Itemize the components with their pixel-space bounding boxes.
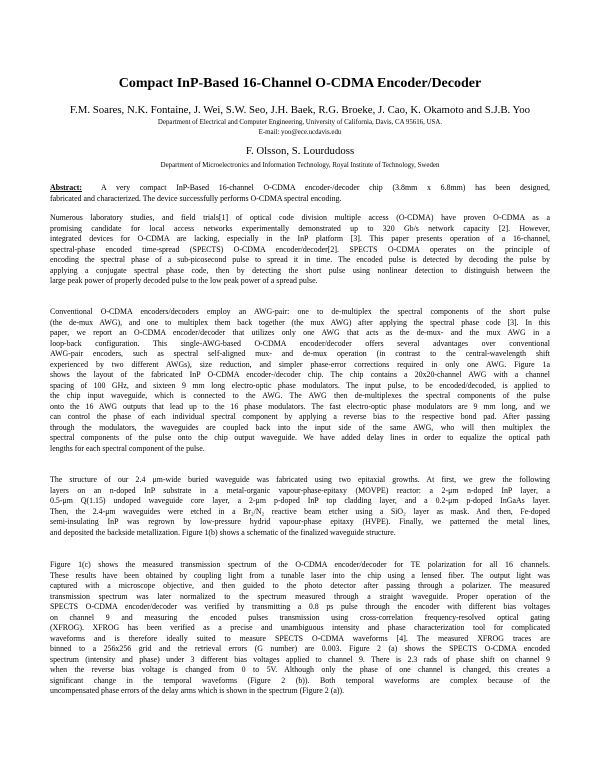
body-paragraph-3 bbox=[50, 475, 550, 538]
body-paragraph-1 bbox=[50, 213, 550, 287]
paragraph-line: (XFROG). XFROG has been verified as a precise and unambiguous intensity and phase characterization tool for complicated bbox=[50, 623, 550, 632]
author-email: E-mail: yoo@ece.ucdavis.edu bbox=[258, 129, 342, 136]
paragraph-line: (the de-mux AWG), and one to multiplex them back together (the mux AWG) after applying the spectral phase code [3]. In this bbox=[50, 317, 550, 327]
paragraph-line: large peak power of properly decoded pulse to the low peak power of a spread pulse. bbox=[50, 276, 318, 285]
paragraph-line: on channel 9 and measuring the encoded pulses transmission using cross-correlation frequency-resolved optical gating bbox=[50, 612, 550, 622]
paragraph-line: spectral-phase encoded time-spread (SPECTS) O-CDMA encoder/decoder[2]. SPECTS O-CDMA operates on the principle of bbox=[50, 244, 550, 254]
paragraph-line: semi-insulating InP was regrown by low-pressure hydrid vapour-phase epitaxy (HVPE). Finally, we patterned the metal lines, bbox=[50, 517, 550, 526]
paragraph-line: spacing of 100 GHz, and sixteen 9 mm long electro-optic phase modulators. The input pulse, to be encoded/decoded, is applied to bbox=[50, 380, 550, 390]
affiliation-primary: Department of Electrical and Computer Engineering, University of California, Davis, CA 95616, USA. bbox=[157, 119, 443, 126]
abstract-text: A very compact InP-Based 16-channel O-CDMA encoder-/decoder chip (3.8mm x 6.8mm) has been designed, bbox=[101, 183, 550, 192]
abstract-label: Abstract: bbox=[50, 183, 82, 192]
paper-title: Compact InP-Based 16-Channel O-CDMA Encoder/Decoder bbox=[118, 76, 482, 91]
paragraph-line: lengths for each spectral component of the pulse. bbox=[50, 443, 205, 453]
author-list-secondary: F. Olsson, S. Lourdudoss bbox=[245, 145, 355, 157]
paragraph-line: encoding the spectral phase of a sub-picosecond pulse to spread it in time. The encoded pulse is detected by decoding the pulse by bbox=[50, 255, 550, 264]
body-paragraph-4 bbox=[50, 560, 550, 697]
paragraph-line: Figure 1(c) shows the measured transmission spectrum of the O-CDMA encoder/decoder for TE polarization for all 16 channels. bbox=[50, 560, 550, 569]
paragraph-line: shows the layout of the fabricated InP O-CDMA encoder-/decoder chip. The chip contains a 20x20-channel AWG with a channel bbox=[50, 370, 550, 379]
paragraph-line: waveforms and is therefore ideally suited to measure SPECTS O-CDMA waveforms [4]. The measured XFROG traces are bbox=[50, 633, 550, 643]
paragraph-line: Then, the 2.4-μm waveguides were etched in a Br₂/N₂ reactive beam etcher using a SiO₂ layer as mask. And then, Fe-doped bbox=[50, 506, 550, 516]
paragraph-line: Conventional O-CDMA encoders/decoders employ an AWG-pair: one to de-multiplex the spectral components of the short pulse bbox=[50, 307, 550, 316]
paragraph-line: onto the 16 AWG outputs that lead up to the 16 phase modulators. The fast electro-optic phase modulators are 9 mm long, and we bbox=[50, 401, 550, 411]
paragraph-line: The structure of our 2.4 μm-wide buried waveguide was fabricated using two epitaxial growths. At first, we grew the following bbox=[50, 475, 550, 484]
paragraph-line: paper, we report an O-CDMA encoder/decoder that utilizes only one AWG that acts as the de-mux- and the mux AWG in a bbox=[50, 328, 550, 337]
paragraph-line: captured with a microscope objective, and then guided to the photo detector after passing through a polarizer. The measured bbox=[50, 581, 550, 590]
paragraph-line: layers on an n-doped InP substrate in a metal-organic vapour-phase-epitaxy (MOVPE) reactor: a 2-μm n-doped InP layer, a bbox=[50, 485, 550, 495]
affiliation-secondary: Department of Microelectronics and Information Technology, Royal Institute of Technology, Sweden bbox=[160, 162, 440, 169]
paragraph-line: SPECTS O-CDMA encoder/decoder was verified by transmitting a 0.8 ps pulse through the encoder with different bias voltages bbox=[50, 602, 550, 611]
paragraph-line: promising candidate for local access networks experimentally demonstrated up to 320 Gb/s network capacity [2]. However, bbox=[50, 223, 550, 233]
paragraph-line: integrated devices for O-CDMA are lacking, especially in the InP platform [3]. This paper presents operation of a 16-channel, bbox=[50, 234, 550, 243]
paragraph-line: spectral components of the pulse onto the chip output waveguide. We have added delay lines in order to equalize the optical path bbox=[50, 433, 550, 442]
paragraph-line: Numerous laboratory studies, and field trials[1] of optical code division multiple access (O-CDMA) have proven O-CDMA as a bbox=[50, 213, 550, 222]
paragraph-line: through the modulators, the waveguides are coupled back into the input side of the same AWG, who will then multiplex the bbox=[50, 422, 550, 432]
abstract bbox=[50, 183, 550, 204]
paragraph-line: binned to a 256x256 grid and the retrieval errors (G number) are 0.003. Figure 2 (a) shows the SPECTS O-CDMA encoded bbox=[50, 644, 550, 653]
paragraph-line: significant change in the temporal waveforms (Figure 2 (b)). Both temporal waveforms are complex because of the bbox=[50, 675, 550, 685]
paragraph-line: and deposited the backside metallization. Figure 1(b) shows a schematic of the finalized waveguide structure. bbox=[50, 527, 396, 537]
paragraph-line: when the reverse bias voltage is changed from 0 to 5V. Although only the phase of one channel is changed, this creates a bbox=[50, 665, 550, 674]
paragraph-line: spectrum (intensity and phase) under 3 different bias voltages applied to channel 9. There is 2.3 rads of phase shift on channel 9 bbox=[50, 654, 550, 664]
body-paragraph-2 bbox=[50, 307, 550, 454]
paragraph-line: transmission spectrum was later normalized to the spectrum measured through a straight waveguide. Proper operation of the bbox=[50, 591, 550, 601]
paragraph-line: the chip input waveguide, which is connected to the AWG. The AWG then de-multiplexes the spectral components of the pulse bbox=[50, 391, 550, 400]
abstract-line: fabricated and characterized. The device successfully performs O-CDMA spectral encoding. bbox=[50, 193, 342, 203]
paragraph-line: These results have been obtained by coupling light from a tunable laser into the chip using a lensed fiber. The output light was bbox=[50, 570, 550, 580]
author-list-primary: F.M. Soares, N.K. Fontaine, J. Wei, S.W. Seo, J.H. Baek, R.G. Broeke, J. Cao, K. Okamoto and S.J.B. Yoo bbox=[69, 104, 531, 116]
paragraph-line: applying a conjugate spectral phase code, then by detecting the short pulse using nonlinear detection to distinguish between the bbox=[50, 265, 550, 275]
paragraph-line: can control the phase of each individual spectral component by applying a reverse bias to the respective bond pad. After passing bbox=[50, 412, 550, 421]
paragraph-line: loop-back configuration. This single-AWG-based O-CDMA encoder/decoder offers several advantages over conventional bbox=[50, 338, 550, 348]
abstract-line bbox=[50, 183, 550, 194]
paragraph-line: AWG-pair encoders, such as spectral self-aligned mux- and de-mux operation (in contrast to the central-wavelength shift bbox=[50, 349, 550, 358]
paragraph-line: 0.5-μm Q(1.15) undoped waveguide core layer, a 2-μm p-doped InP top cladding layer, and a 0.2-μm p-doped InGaAs layer. bbox=[50, 496, 550, 505]
paragraph-line: experienced by two different AWGs), size reduction, and simpler phase-error corrections required in only one AWG. Figure 1a bbox=[50, 359, 550, 369]
paragraph-line: uncompensated phase errors of the delay arms which is shown in the spectrum (Figure 2 (a)). bbox=[50, 686, 345, 695]
